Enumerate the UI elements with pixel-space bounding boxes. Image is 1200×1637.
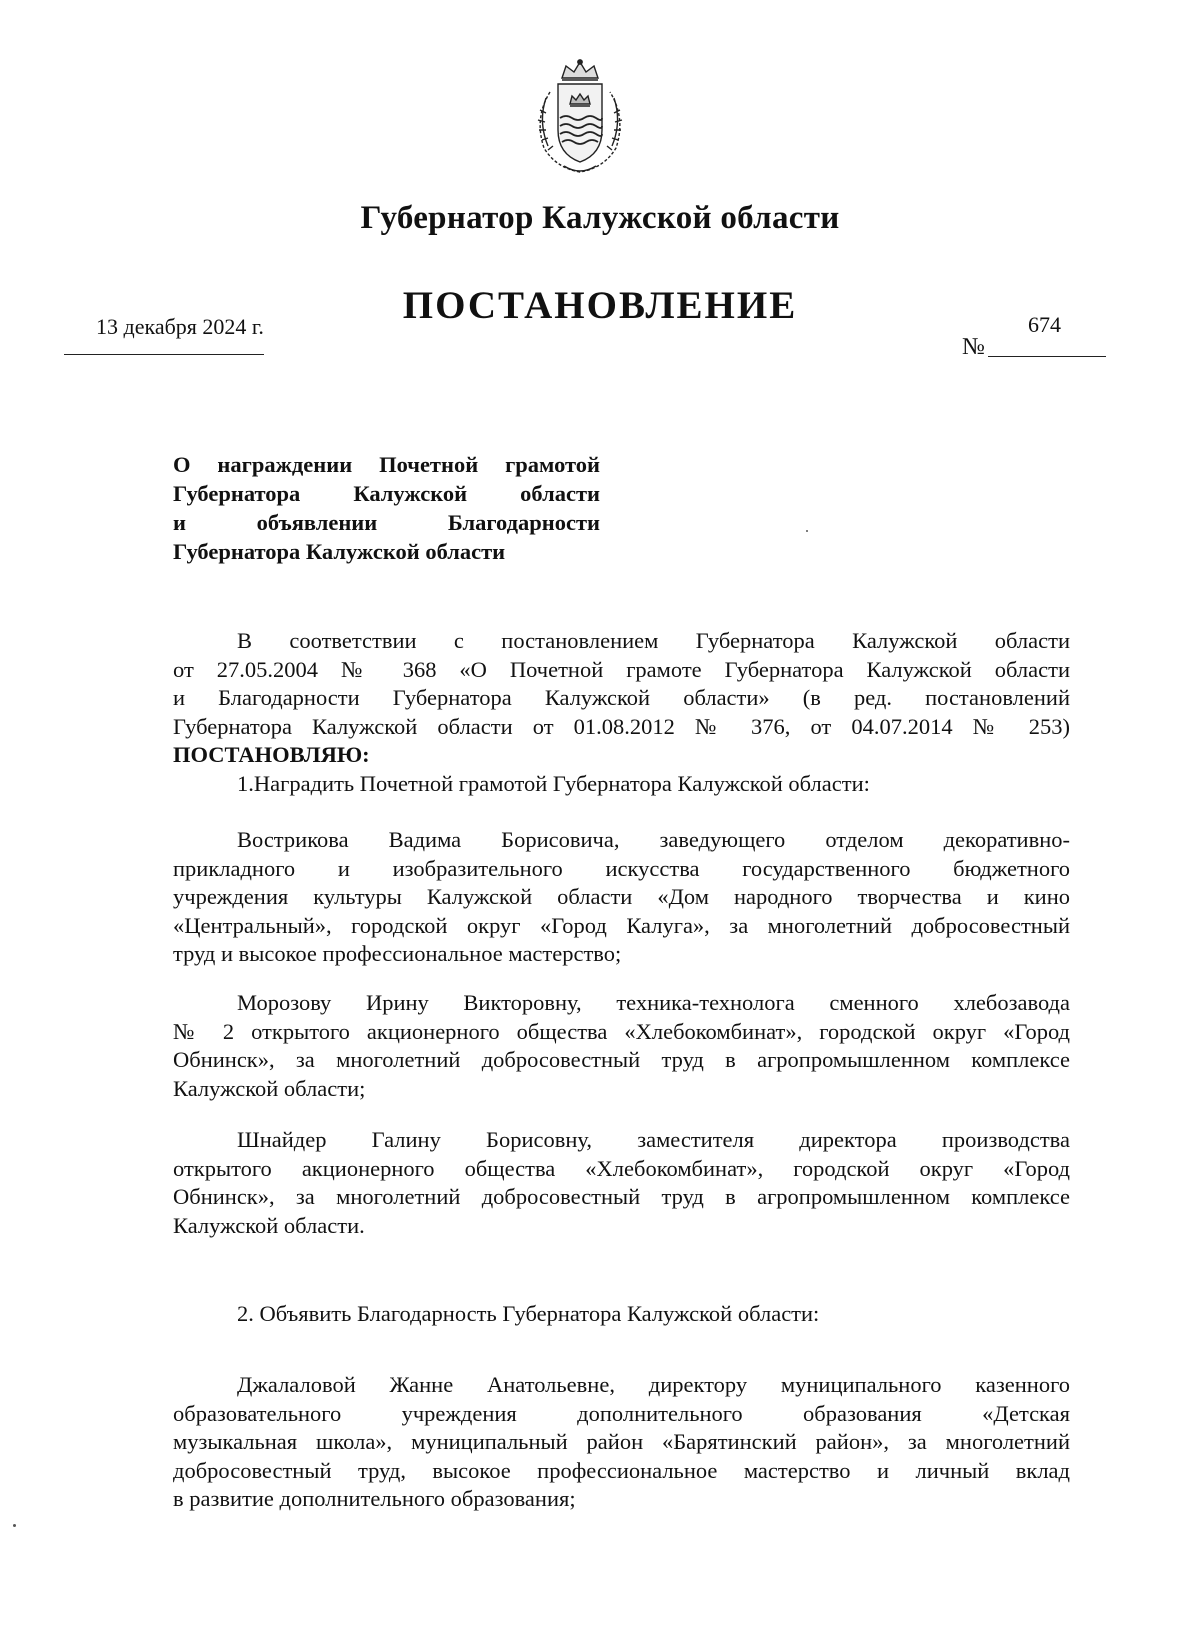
decree-word: ПОСТАНОВЛЯЮ: <box>173 742 370 768</box>
paragraph-line: Калужской области; <box>173 1075 366 1101</box>
paragraph-line: прикладного и изобразительного искусства государственного бюджетного <box>173 855 1070 881</box>
date-underline <box>64 354 264 355</box>
awardee-paragraph <box>173 1371 1070 1514</box>
scan-speck <box>806 530 808 532</box>
paragraph-line: учреждения культуры Калужской области «Дом народного творчества и кино <box>173 884 1070 910</box>
issuing-authority: Губернатор Калужской области <box>360 200 840 236</box>
awardee-paragraph <box>173 989 1070 1103</box>
awardee-paragraph <box>173 1126 1070 1240</box>
section-2-heading: 2. Объявить Благодарность Губернатора Калужской области: <box>237 1301 820 1326</box>
awardee-paragraph <box>173 826 1070 969</box>
paragraph-line: № 2 открытого акционерного общества «Хлебокомбинат», городской округ «Город <box>173 1018 1070 1044</box>
preamble-line: и Благодарности Губернатора Калужской области» (в ред. постановлений <box>173 685 1070 711</box>
subject-line: Губернатора Калужской области <box>173 481 600 506</box>
document-number: 674 <box>1028 312 1061 337</box>
paragraph-line: Морозову Ирину Викторовну, техника-технолога сменного хлебозавода <box>237 990 1070 1015</box>
paragraph-line: добросовестный труд, высокое профессиональное мастерство и личный вклад <box>173 1457 1070 1483</box>
preamble-line: Губернатора Калужской области от 01.08.2012 № 376, от 04.07.2014 № 253) <box>173 713 1070 739</box>
subject-line: О награждении Почетной грамотой <box>173 452 600 477</box>
section-1-heading: 1.Наградить Почетной грамотой Губернатора Калужской области: <box>237 770 870 796</box>
document-type-title: ПОСТАНОВЛЕНИЕ <box>402 284 798 327</box>
paragraph-line: образовательного учреждения дополнительного образования «Детская <box>173 1400 1070 1426</box>
document-number-label: № <box>962 334 985 360</box>
paragraph-line: Джалаловой Жанне Анатольевне, директору муниципального казенного <box>237 1372 1070 1397</box>
paragraph-line: труд и высокое профессиональное мастерство; <box>173 941 622 967</box>
preamble <box>173 627 1070 799</box>
paragraph-line: Шнайдер Галину Борисовну, заместителя директора производства <box>237 1127 1070 1152</box>
document-subject <box>173 450 600 566</box>
kaluga-coat-of-arms-icon <box>528 58 632 178</box>
subject-line: и объявлении Благодарности <box>173 510 600 535</box>
scan-speck <box>13 1524 16 1527</box>
number-underline <box>988 356 1106 357</box>
preamble-line: В соответствии с постановлением Губернатора Калужской области <box>237 628 1070 653</box>
paragraph-line: в развитие дополнительного образования; <box>173 1486 576 1512</box>
preamble-line: от 27.05.2004 № 368 «О Почетной грамоте Губернатора Калужской области <box>173 656 1070 682</box>
document-date: 13 декабря 2024 г. <box>96 314 264 339</box>
paragraph-line: Обнинск», за многолетний добросовестный труд в агропромышленном комплексе <box>173 1184 1070 1210</box>
paragraph-line: открытого акционерного общества «Хлебокомбинат», городской округ «Город <box>173 1155 1070 1181</box>
paragraph-line: музыкальная школа», муниципальный район «Барятинский район», за многолетний <box>173 1429 1070 1455</box>
paragraph-line: «Центральный», городской округ «Город Калуга», за многолетний добросовестный <box>173 912 1070 938</box>
paragraph-line: Обнинск», за многолетний добросовестный труд в агропромышленном комплексе <box>173 1047 1070 1073</box>
paragraph-line: Калужской области. <box>173 1212 365 1238</box>
subject-line: Губернатора Калужской области <box>173 539 506 564</box>
paragraph-line: Вострикова Вадима Борисовича, заведующего отделом декоративно- <box>237 827 1070 852</box>
section-2 <box>173 1300 1070 1329</box>
